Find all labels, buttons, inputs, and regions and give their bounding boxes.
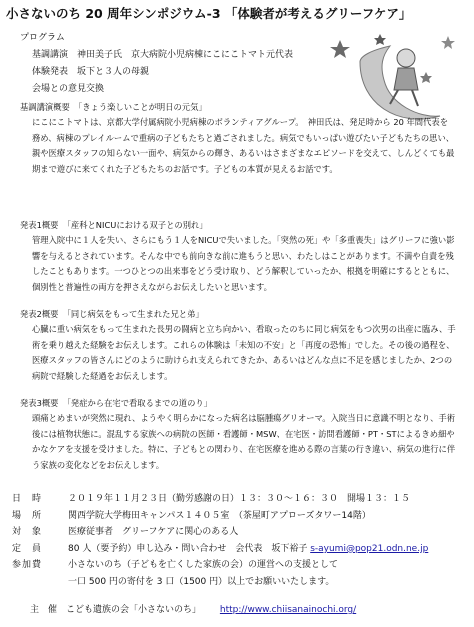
event-info <box>12 491 462 591</box>
fee-row-2 <box>12 574 462 591</box>
section-body: にこにこトマトは、京都大学付属病院小児病棟のボランティアグループ。 神田氏は、発足時から 20 年間代表を務め、病棟のプレイルームで重病の子どもたちと過ごされました。病気でもいっぱい遊びたい子どもたちの思い、親や医療スタッフの知らない一面や、病気からの輝き、あるいはさまざまなエピソードを交えて、しんどくても最期まで遊びに来てくれた子どもたちのお話です。子どもの本質が見えるお話です。 <box>32 117 455 174</box>
section-body: 頭痛とめまいが突然に現れ、ようやく明らかになった病名は脳腫瘍グリオーマ。入院当日に意識不明となり、手術後には植物状態に。混乱する家族への病院の医師・看護師・MSW、在宅医・訪問看護師・PT・STによるきめ細やかなケアを支援を受けました。特に、子どもとの関わり、在宅医療を進める際の言葉の行き違い、病気の進行に伴う家族の変化などをお伝えします。 <box>32 413 456 470</box>
capacity-text: 80 人（要予約）申し込み・問い合わせ 会代表 坂下裕子 <box>68 543 308 554</box>
target-row <box>12 524 462 541</box>
star-icon <box>441 36 455 49</box>
target-value: 医療従事者 グリーフケアに関心のある人 <box>68 527 239 538</box>
program-item: 会場との意見交換 <box>32 84 105 94</box>
place-value: 関西学院大学梅田キャンパス１４０５室 （茶屋町アプローズタワー14階） <box>68 510 371 521</box>
program-item: 体験発表 坂下と３人の母親 <box>32 67 150 77</box>
section-heading: 基調講演概要 「きょう楽しいことが明日の元気」 <box>20 102 207 112</box>
section-heading: 発表3概要 「発症から在宅で看取るまでの道のり」 <box>20 398 212 408</box>
capacity-label: 定 員 <box>12 543 43 554</box>
fee-label: 参加費 <box>12 560 43 571</box>
contact-email-link[interactable]: s-ayumi@pop21.odn.ne.jp <box>310 543 429 554</box>
date-value: ２０１９年１１月２３日（勤労感謝の日）１３：３０～１６：３０ 開場１３：１５ <box>68 494 411 504</box>
fee-value-line1: 小さないのち（子どもを亡くした家族の会）の運営への支援として <box>68 560 339 571</box>
child-figure-icon <box>390 49 418 106</box>
star-icon <box>330 40 350 58</box>
capacity-row <box>12 541 462 558</box>
capacity-value <box>68 541 462 558</box>
presentation3-section <box>20 396 456 473</box>
keynote-section <box>20 100 456 177</box>
program-block <box>20 30 293 98</box>
section-body: 管理入院中に１人を失い、さらにもう１人をNICUで失いました。「突然の死」や「多重喪失」はグリーフに強い影響を与えるとされています。そんな中でも前向きな前に進もうと思い、わたしはことがあります。不満や自責を残したこともあります。一つひとつの出来事をどう受け取り、どう解釈していったか、根拠を明確にするとともに、個別性と普遍性の両方を押さえながらお伝えしたいと思います。 <box>32 235 455 292</box>
presentation2-section <box>20 307 456 384</box>
star-icon <box>374 34 386 45</box>
document-title: 小さないのち 20 周年シンポジウム‐3 「体験者が考えるグリーフケア」 <box>6 6 412 21</box>
date-label: 日 時 <box>12 494 43 504</box>
section-heading: 発表2概要 「同じ病気をもって生まれた兄と弟」 <box>20 309 204 319</box>
host-line <box>30 602 356 615</box>
program-heading: プログラム <box>20 33 65 43</box>
host-url-link[interactable]: http://www.chiisanainochi.org/ <box>219 605 357 615</box>
section-body: 心臓に重い病気をもって生まれた長男の闘病と立ち向かい、看取ったのちに同じ病気をもつ次男の出産に臨み、手術を乗り越えた経験をお伝えします。これらの体験は「未知の不安」と「再度の恐怖」でした。その後の過程を、医療スタッフの皆さんにどのように助けられ支えられてきたか、あるいはどんな点に不足を感じましたか、2つの病院で経験した経過をお伝えします。 <box>32 324 456 381</box>
place-label: 場 所 <box>12 510 43 521</box>
place-row <box>12 508 462 525</box>
section-heading: 発表1概要 「産科とNICUにおける双子との別れ」 <box>20 220 208 230</box>
date-row <box>12 491 462 508</box>
fee-value-line2: 一口 500 円の寄付を 3 口（1500 円）以上でお願いいたします。 <box>68 576 335 587</box>
program-item: 基調講演 神田美子氏 京大病院小児病棟にこにこトマト元代表 <box>32 50 294 60</box>
presentation1-section <box>20 218 456 295</box>
host-label: 主 催 こども遺族の会「小さないのち」 <box>30 605 202 615</box>
fee-row <box>12 557 462 574</box>
target-label: 対 象 <box>12 527 43 538</box>
star-icon <box>420 72 432 83</box>
